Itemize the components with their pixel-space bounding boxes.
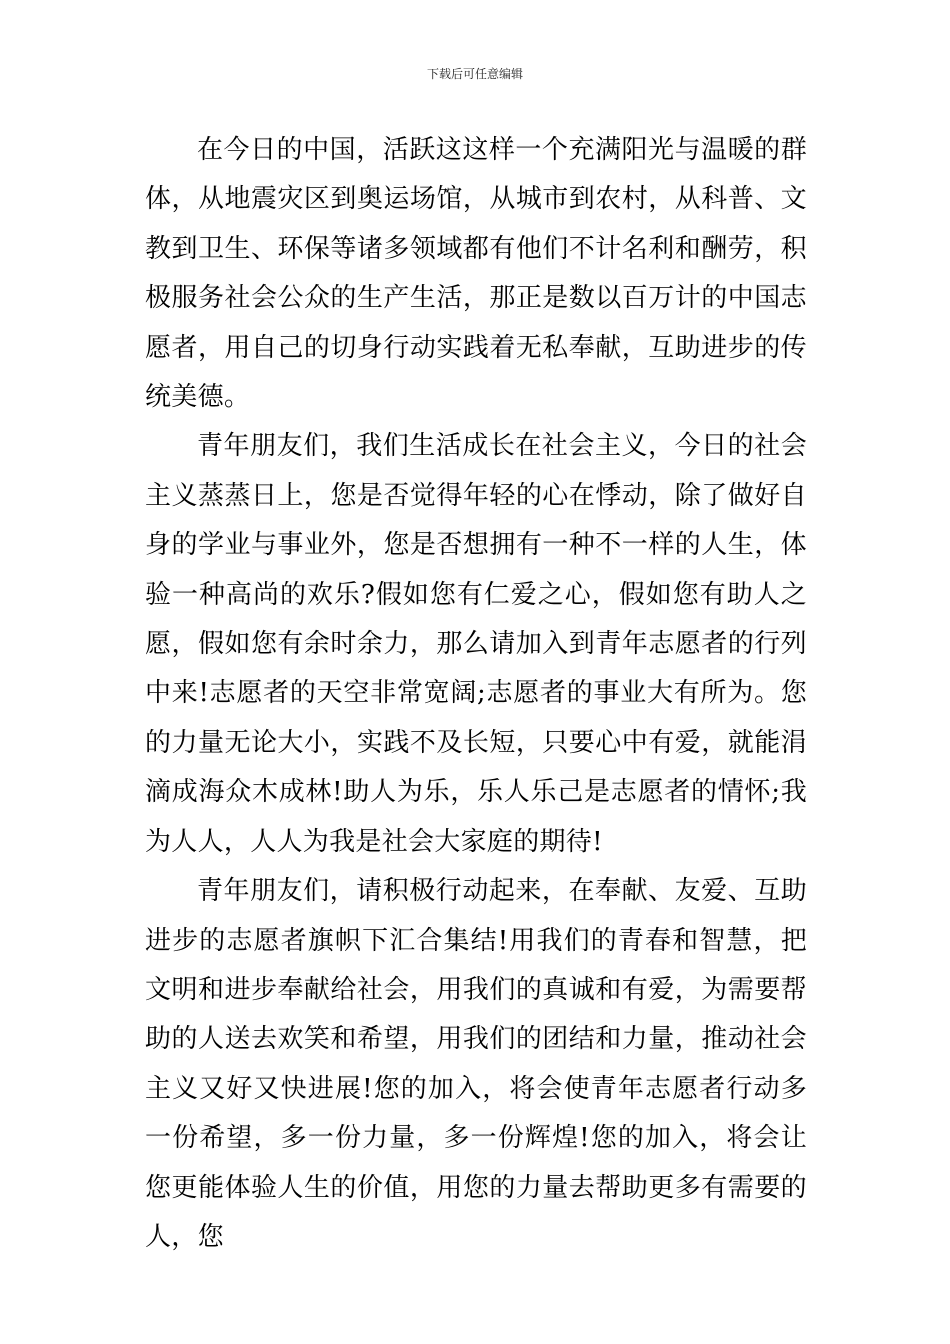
document-body [145, 126, 807, 1262]
paragraph-1: 在今日的中国，活跃这这样一个充满阳光与温暖的群体，从地震灾区到奥运场馆，从城市到农村，从科普、文教到卫生、环保等诸多领域都有他们不计名利和酬劳，积极服务社会公众的生产生活，那正是数以百万计的中国志愿者，用自己的切身行动实践着无私奉献，互助进步的传统美德。 [145, 135, 807, 413]
paragraph-3: 青年朋友们，请积极行动起来，在奉献、友爱、互助进步的志愿者旗帜下汇合集结!用我们的青春和智慧，把文明和进步奉献给社会，用我们的真诚和有爱，为需要帮助的人送去欢笑和希望，用我们的团结和力量，推动社会主义又好又快进展!您的加入，将会使青年志愿者行动多一份希望，多一份力量，多一份辉煌!您的加入，将会让您更能体验人生的价值，用您的力量去帮助更多有需要的人，您 [145, 876, 807, 1252]
page-header-note: 下载后可任意编辑 [426, 67, 523, 81]
paragraph-2: 青年朋友们，我们生活成长在社会主义，今日的社会主义蒸蒸日上，您是否觉得年轻的心在悸动，除了做好自身的学业与事业外，您是否想拥有一种不一样的人生，体验一种高尚的欢乐?假如您有仁爱之心，假如您有助人之愿，假如您有余时余力，那么请加入到青年志愿者的行列中来!志愿者的天空非常宽阔;志愿者的事业大有所为。您的力量无论大小，实践不及长短，只要心中有爱，就能涓滴成海众木成林!助人为乐，乐人乐己是志愿者的情怀;我为人人，人人为我是社会大家庭的期待! [145, 431, 807, 857]
